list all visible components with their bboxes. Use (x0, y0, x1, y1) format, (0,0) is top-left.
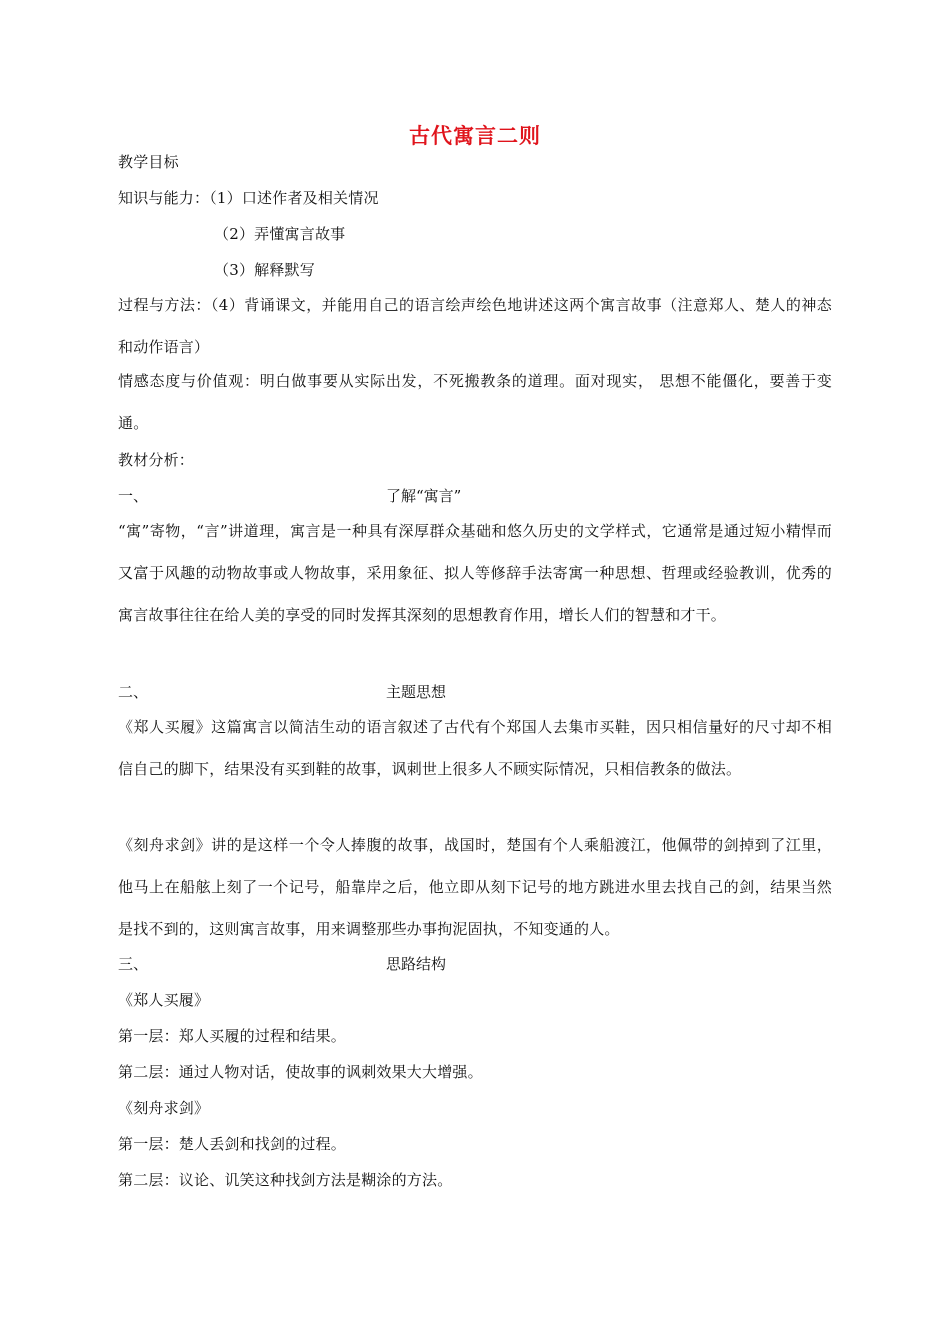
section-2-paragraph-1: 《郑人买履》这篇寓言以简洁生动的语言叙述了古代有个郑国人去集市买鞋，因只相信量好的尺寸却不相信自己的脚下，结果没有买到鞋的故事，讽刺世上很多人不顾实际情况，只相信教条的做法。 (118, 718, 832, 778)
objectives-heading: 教学目标 (118, 153, 179, 171)
knowledge-item-3: （3）解释默写 (214, 261, 315, 279)
knowledge-item-2: （2）弄懂寓言故事 (214, 225, 346, 243)
story-1-layer-1: 第一层：郑人买履的过程和结果。 (118, 1027, 347, 1045)
section-1-number: 一、 (118, 487, 149, 505)
page-title: 古代寓言二则 (409, 123, 541, 148)
process-method-paragraph: 过程与方法：（4）背诵课文，并能用自己的语言绘声绘色地讲述这两个寓言故事（注意郑人、楚人的神态和动作语言） (118, 296, 832, 356)
section-2-title: 主题思想 (386, 683, 447, 701)
section-2-number: 二、 (118, 683, 149, 701)
emotion-values-paragraph: 情感态度与价值观：明白做事要从实际出发，不死搬教条的道理。面对现实， 思想不能僵化，要善于变通。 (118, 372, 832, 432)
story-2-layer-2: 第二层：议论、讥笑这种找剑方法是糊涂的方法。 (118, 1171, 453, 1189)
section-1-paragraph: “寓”寄物，“言”讲道理，寓言是一种具有深厚群众基础和悠久历史的文学样式，它通常是通过短小精悍而又富于风趣的动物故事或人物故事，采用象征、拟人等修辞手法寄寓一种思想、哲理或经验教训，优秀的寓言故事往往在给人美的享受的同时发挥其深刻的思想教育作用，增长人们的智慧和才干。 (118, 522, 832, 624)
section-1-title: 了解“寓言” (386, 487, 462, 505)
section-2-paragraph-2: 《刻舟求剑》讲的是这样一个令人捧腹的故事，战国时，楚国有个人乘船渡江，他佩带的剑掉到了江里，他马上在船舷上刻了一个记号，船靠岸之后，他立即从刻下记号的地方跳进水里去找自己的剑，结果当然是找不到的，这则寓言故事，用来调整那些办事拘泥固执，不知变通的人。 (118, 836, 832, 938)
section-3-title: 思路结构 (386, 955, 447, 973)
story-2-title: 《刻舟求剑》 (118, 1099, 210, 1117)
story-1-layer-2: 第二层：通过人物对话，使故事的讽刺效果大大增强。 (118, 1063, 483, 1081)
section-3-number: 三、 (118, 955, 149, 973)
analysis-heading: 教材分析： (118, 451, 195, 469)
story-2-layer-1: 第一层：楚人丢剑和找剑的过程。 (118, 1135, 347, 1153)
story-1-title: 《郑人买履》 (118, 991, 210, 1009)
knowledge-ability-line: 知识与能力：（1）口述作者及相关情况 (118, 189, 379, 207)
